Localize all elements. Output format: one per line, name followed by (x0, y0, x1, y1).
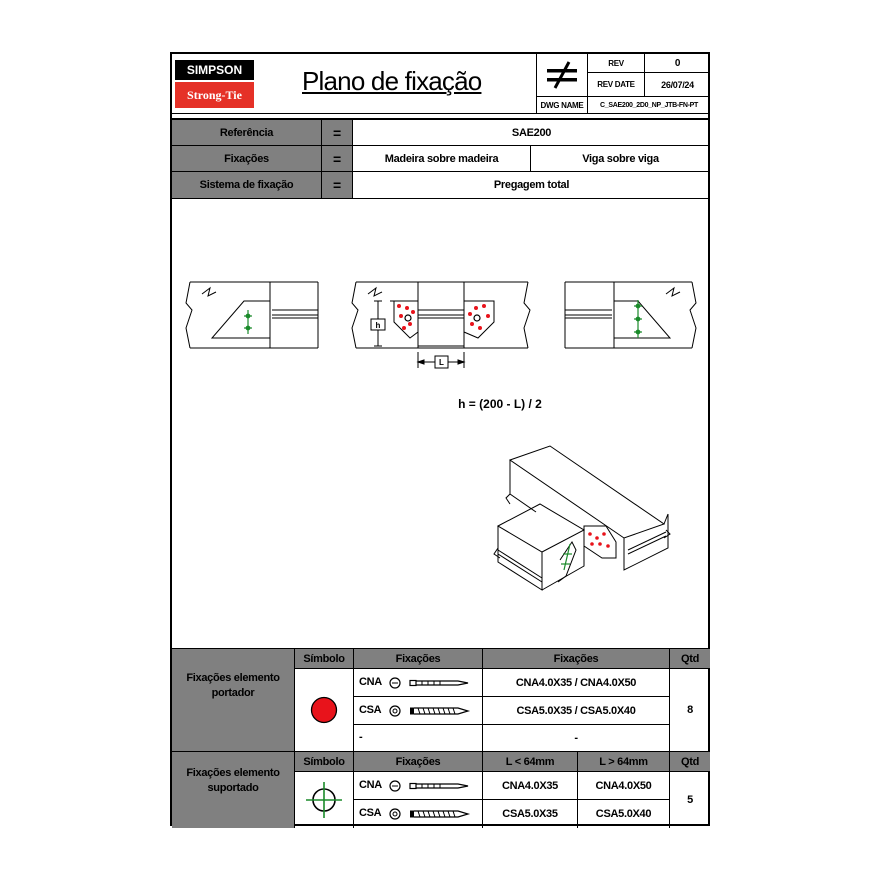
screw-icon (388, 703, 478, 719)
technical-drawing (172, 198, 708, 648)
dwg-name-value: C_SAE200_2D0_NP_JTB-FN-PT (587, 96, 710, 113)
portador-qtd-header: Qtd (669, 648, 710, 669)
suportado-row2-type-cell (353, 799, 483, 828)
portador-fixacoes-header-1: Fixações (353, 648, 483, 669)
portador-section-label: Fixações elemento portador (186, 672, 280, 699)
suportado-row2-small: CSA5.0X35 (482, 799, 578, 828)
ring-nail-icon (388, 778, 478, 794)
suportado-row1-small: CNA4.0X35 (482, 771, 578, 800)
portador-row3-type-cell (353, 724, 483, 752)
dimension-l-label: L (439, 358, 444, 367)
suportado-row2-large: CSA5.0X40 (577, 799, 670, 828)
portador-row3-value: - (482, 724, 670, 752)
fixacoes-equals: = (321, 145, 353, 172)
rev-label: REV (587, 54, 645, 73)
red-dot-symbol-icon (309, 695, 339, 725)
suportado-row1-type: CNA (359, 779, 382, 791)
green-nail-marks (244, 300, 642, 338)
portador-row1-value: CNA4.0X35 / CNA4.0X50 (482, 668, 670, 697)
suportado-row1-type-cell (353, 771, 483, 800)
suportado-fixacoes-header: Fixações (353, 751, 483, 772)
page-title: Plano de fixação (302, 66, 482, 96)
portador-qtd-value: 8 (669, 668, 710, 752)
referencia-equals: = (321, 119, 353, 146)
suportado-simbolo-header: Símbolo (294, 751, 354, 772)
portador-symbol-cell (294, 668, 354, 752)
portador-fixacoes-header-2: Fixações (482, 648, 670, 669)
fixacoes-value-2: Viga sobre viga (530, 145, 710, 172)
drawing-sheet (170, 52, 710, 826)
rev-value: 0 (644, 54, 710, 73)
suportado-symbol-cell (294, 771, 354, 828)
suportado-section-cell (172, 751, 295, 828)
rev-date-label: REV DATE (587, 72, 645, 97)
left-side-view (186, 282, 318, 348)
isometric-view (494, 446, 670, 590)
fixacoes-value-1: Madeira sobre madeira (352, 145, 531, 172)
referencia-label: Referência (172, 119, 322, 146)
sistema-equals: = (321, 171, 353, 199)
formula-text: h = (200 - L) / 2 (458, 397, 542, 411)
referencia-value: SAE200 (352, 119, 710, 146)
fixacoes-label: Fixações (172, 145, 322, 172)
sistema-value: Pregagem total (352, 171, 710, 199)
suportado-qtd-value: 5 (669, 771, 710, 828)
portador-row2-type: CSA (359, 704, 382, 716)
suportado-section-label: Fixações elemento suportado (186, 767, 280, 794)
suportado-l-large-header: L > 64mm (577, 751, 670, 772)
right-side-view (565, 282, 696, 348)
ring-nail-icon (388, 675, 478, 691)
sistema-label: Sistema de fixação (172, 171, 322, 199)
suportado-row1-large: CNA4.0X50 (577, 771, 670, 800)
portador-row2-type-cell (353, 696, 483, 725)
portador-section-cell (172, 648, 295, 752)
screw-icon (388, 806, 478, 822)
suportado-qtd-header: Qtd (669, 751, 710, 772)
green-crosshair-symbol-icon (304, 780, 344, 820)
rev-date-value: 26/07/24 (644, 72, 710, 97)
portador-row3-type: - (359, 731, 363, 743)
dimension-h-label: h (375, 321, 381, 330)
suportado-l-small-header: L < 64mm (482, 751, 578, 772)
portador-row1-type-cell (353, 668, 483, 697)
not-equal-icon (536, 54, 588, 97)
portador-row2-value: CSA5.0X35 / CSA5.0X40 (482, 696, 670, 725)
brand-logo-top: SIMPSON (175, 60, 254, 80)
suportado-row2-type: CSA (359, 807, 382, 819)
portador-simbolo-header: Símbolo (294, 648, 354, 669)
dwg-name-label: DWG NAME (536, 96, 588, 113)
brand-logo-bottom: Strong-Tie (175, 82, 254, 108)
portador-row1-type: CNA (359, 676, 382, 688)
